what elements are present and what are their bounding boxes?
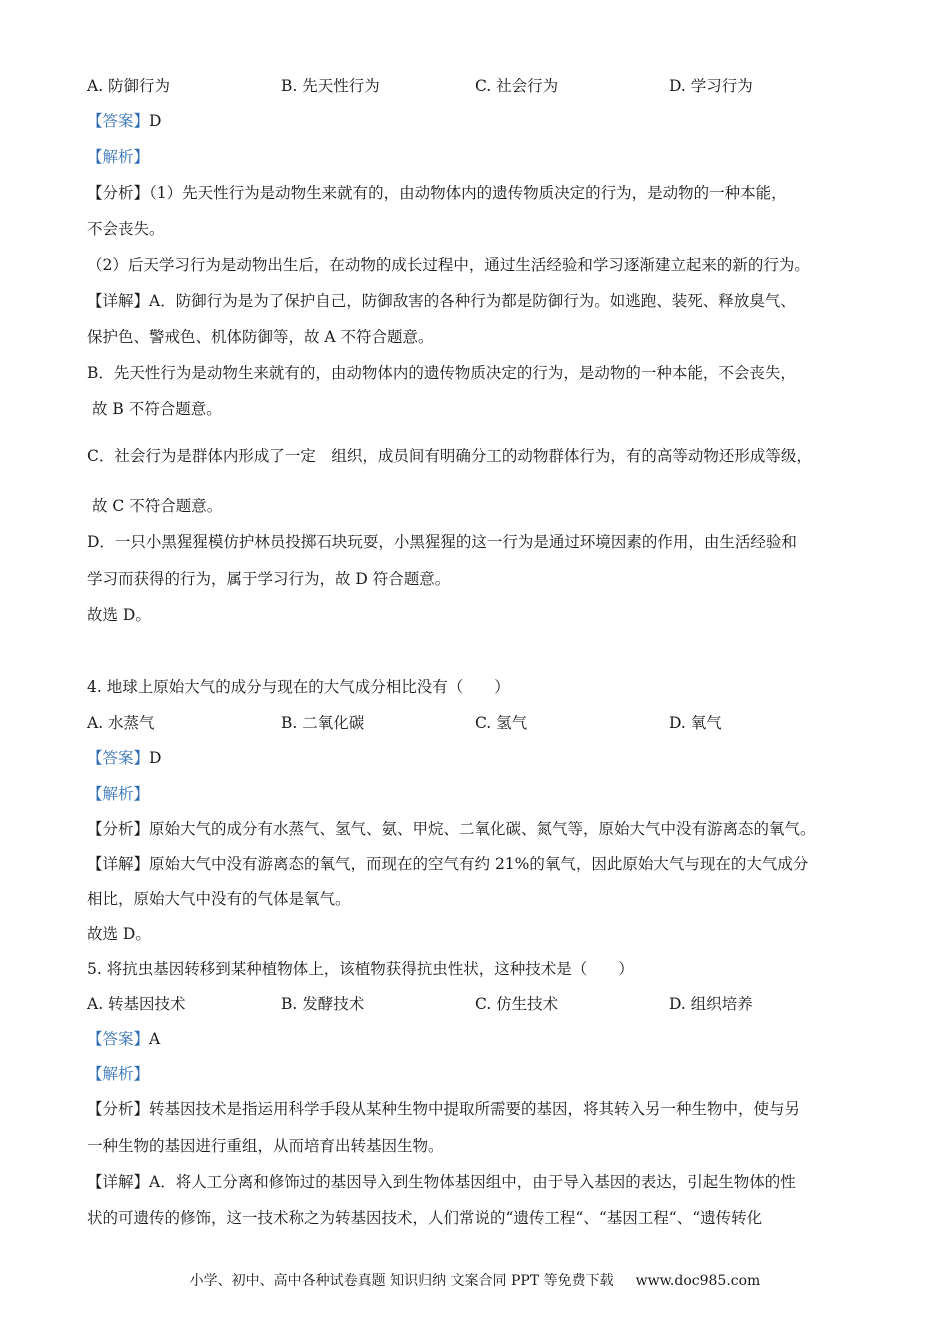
q5-analysis-heading: 【解析】 bbox=[87, 1065, 150, 1083]
q5-fenxi-line-1: 【分析】转基因技术是指运用科学手段从某种生物中提取所需要的基因，将其转入另一种生物中，使与另 bbox=[87, 1100, 801, 1118]
answer-value: A bbox=[149, 1030, 161, 1048]
q3-xiangjie-a-line-2: 保护色、警戒色、机体防御等，故 A 不符合题意。 bbox=[87, 328, 434, 346]
q3-xiangjie-b-line-1: B．先天性行为是动物生来就有的，由动物体内的遗传物质决定的行为，是动物的一种本能，不会丧失， bbox=[87, 364, 796, 382]
fenxi-tag: 【分析】 bbox=[87, 184, 150, 202]
q5-xiangjie-line-1: 【详解】A．将人工分离和修饰过的基因导入到生物体基因组中，由于导入基因的表达，引起生物体的性 bbox=[87, 1173, 796, 1191]
q3-fenxi-line-1: 【分析】（1）先天性行为是动物生来就有的，由动物体内的遗传物质决定的行为，是动物的一种本能， bbox=[87, 184, 787, 202]
fenxi-tag: 【分析】 bbox=[87, 820, 150, 838]
q3-xiangjie-d-line-2: 学习而获得的行为，属于学习行为，故 D 符合题意。 bbox=[87, 570, 451, 588]
q3-fenxi-line-3: （2）后天学习行为是动物出生后，在动物的成长过程中，通过生活经验和学习逐渐建立起来的新的行为。 bbox=[87, 256, 810, 274]
q5-fenxi-line-2: 一种生物的基因进行重组，从而培育出转基因生物。 bbox=[87, 1137, 444, 1155]
q3-xiangjie-b-line-2: 故 B 不符合题意。 bbox=[92, 400, 222, 418]
q4-option-d: D. 氧气 bbox=[669, 714, 722, 732]
q4-question: 4. 地球上原始大气的成分与现在的大气成分相比没有（ ） bbox=[87, 678, 510, 696]
xiangjie-tag: 【详解】 bbox=[87, 1173, 150, 1191]
footer-url[interactable]: www.doc985.com bbox=[635, 1273, 761, 1289]
fenxi-tag: 【分析】 bbox=[87, 1100, 150, 1118]
q5-option-d: D. 组织培养 bbox=[669, 995, 753, 1013]
q3-xiangjie-d-line-1: D．一只小黑猩猩模仿护林员投掷石块玩耍，小黑猩猩的这一行为是通过环境因素的作用，由生活经验和 bbox=[87, 533, 797, 551]
q5-option-a: A. 转基因技术 bbox=[87, 995, 186, 1013]
answer-tag: 【答案】 bbox=[87, 112, 150, 130]
q5-option-b: B. 发酵技术 bbox=[281, 995, 365, 1013]
q3-option-a: A. 防御行为 bbox=[87, 77, 171, 95]
q5-option-c: C. 仿生技术 bbox=[475, 995, 559, 1013]
q4-xiangjie-line-2: 相比，原始大气中没有的气体是氧气。 bbox=[87, 890, 351, 908]
q3-xiangjie-a-line-1: 【详解】A．防御行为是为了保护自己，防御敌害的各种行为都是防御行为。如逃跑、装死、释放臭气、 bbox=[87, 292, 796, 310]
q3-fenxi-line-2: 不会丧失。 bbox=[87, 220, 165, 238]
q4-option-b: B. 二氧化碳 bbox=[281, 714, 365, 732]
answer-value: D bbox=[149, 112, 162, 130]
q4-fenxi-line-1: 【分析】原始大气的成分有水蒸气、氢气、氨、甲烷、二氧化碳、氮气等，原始大气中没有游离态的氧气。 bbox=[87, 820, 816, 838]
q4-option-c: C. 氢气 bbox=[475, 714, 528, 732]
q4-analysis-heading: 【解析】 bbox=[87, 785, 150, 803]
q3-conclusion: 故选 D。 bbox=[87, 606, 151, 624]
footer-text: 小学、初中、高中各种试卷真题 知识归纳 文案合同 PPT 等免费下载 bbox=[189, 1273, 614, 1289]
xiangjie-tag: 【详解】 bbox=[87, 855, 150, 873]
q5-answer bbox=[87, 1029, 160, 1049]
answer-tag: 【答案】 bbox=[87, 1030, 150, 1048]
page-footer bbox=[0, 1270, 950, 1290]
q5-xiangjie-line-2: 状的可遗传的修饰，这一技术称之为转基因技术，人们常说的“遗传工程“、“基因工程“、“遗传转化 bbox=[87, 1209, 763, 1227]
q3-xiangjie-c-line-1: C．社会行为是群体内形成了一定 组织，成员间有明确分工的动物群体行为，有的高等动物还形成等级， bbox=[87, 447, 812, 465]
answer-tag: 【答案】 bbox=[87, 749, 150, 767]
q3-answer bbox=[87, 111, 161, 131]
q3-analysis-heading: 【解析】 bbox=[87, 148, 150, 166]
answer-value: D bbox=[149, 749, 162, 767]
xiangjie-tag: 【详解】 bbox=[87, 292, 150, 310]
q4-xiangjie-line-1: 【详解】原始大气中没有游离态的氧气，而现在的空气有约 21%的氧气，因此原始大气与现在的大气成分 bbox=[87, 855, 809, 873]
q3-option-d: D. 学习行为 bbox=[669, 77, 753, 95]
q4-conclusion: 故选 D。 bbox=[87, 925, 151, 943]
q4-option-a: A. 水蒸气 bbox=[87, 714, 155, 732]
q4-answer bbox=[87, 748, 161, 768]
q5-question: 5. 将抗虫基因转移到某种植物体上，该植物获得抗虫性状，这种技术是（ ） bbox=[87, 960, 634, 978]
q3-option-b: B. 先天性行为 bbox=[281, 77, 380, 95]
q3-option-c: C. 社会行为 bbox=[475, 77, 559, 95]
q3-xiangjie-c-line-2: 故 C 不符合题意。 bbox=[92, 497, 223, 515]
